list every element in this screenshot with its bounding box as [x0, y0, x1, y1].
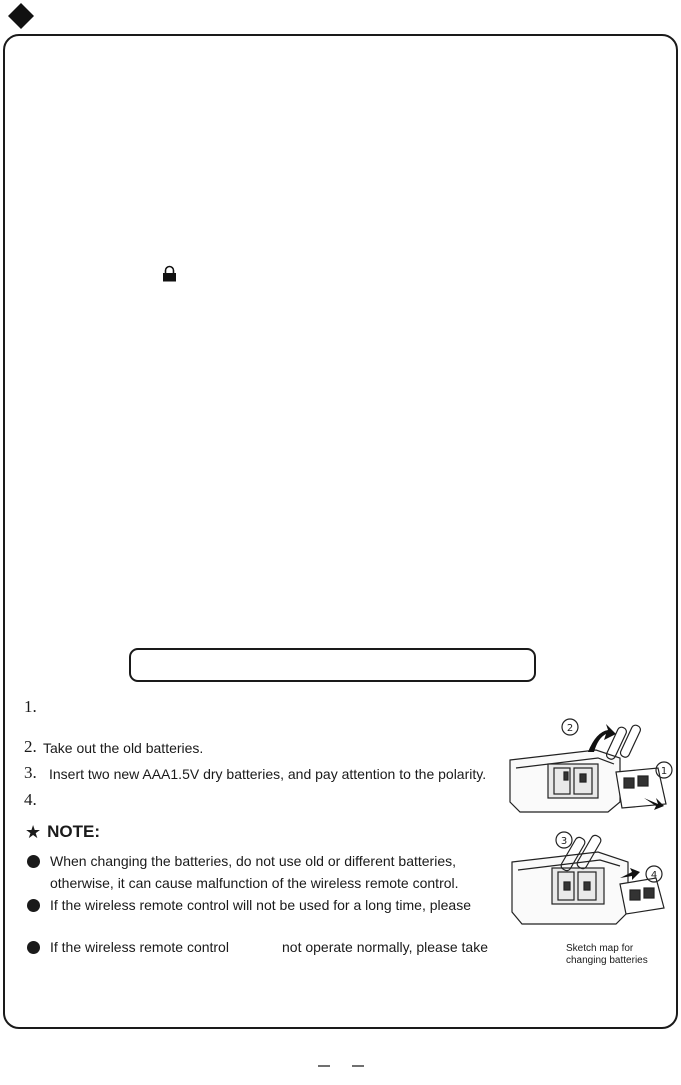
note-1-line-2: otherwise, it can cause malfunction of the wireless remote control. — [50, 875, 459, 891]
step-2-text: Take out the old batteries. — [43, 740, 204, 756]
note-heading — [25, 822, 100, 842]
section-heading-box — [129, 648, 536, 682]
callout-2: 2 — [566, 723, 574, 734]
battery-sketch-illustration — [508, 712, 680, 940]
step-1-number: 1. — [24, 697, 37, 716]
step-3-number: 3. — [24, 763, 37, 782]
bullet-icon — [27, 855, 40, 868]
note-3-line-1-end: not operate normally, please take — [282, 939, 488, 955]
note-label: NOTE: — [47, 822, 101, 841]
lock-icon — [162, 265, 177, 282]
note-3-line-1-start: If the wireless remote control — [50, 939, 229, 955]
note-2-line-1: If the wireless remote control will not be used for a long time, please — [50, 897, 471, 913]
bullet-icon — [27, 941, 40, 954]
bullet-icon — [27, 899, 40, 912]
sketch-caption: Sketch map for changing batteries — [566, 943, 648, 966]
step-3-text: Insert two new AAA1.5V dry batteries, and pay attention to the polarity. — [49, 766, 487, 782]
step-4-number: 4. — [24, 790, 37, 809]
callout-1: 1 — [660, 766, 668, 777]
note-1-line-1: When changing the batteries, do not use old or different batteries, — [50, 853, 456, 869]
callout-3: 3 — [560, 836, 568, 847]
diamond-bullet-icon — [8, 3, 34, 29]
step-2-number: 2. — [24, 737, 37, 756]
page-number-marks — [318, 1065, 364, 1075]
star-icon: ★ — [25, 822, 42, 842]
callout-4: 4 — [650, 870, 658, 881]
